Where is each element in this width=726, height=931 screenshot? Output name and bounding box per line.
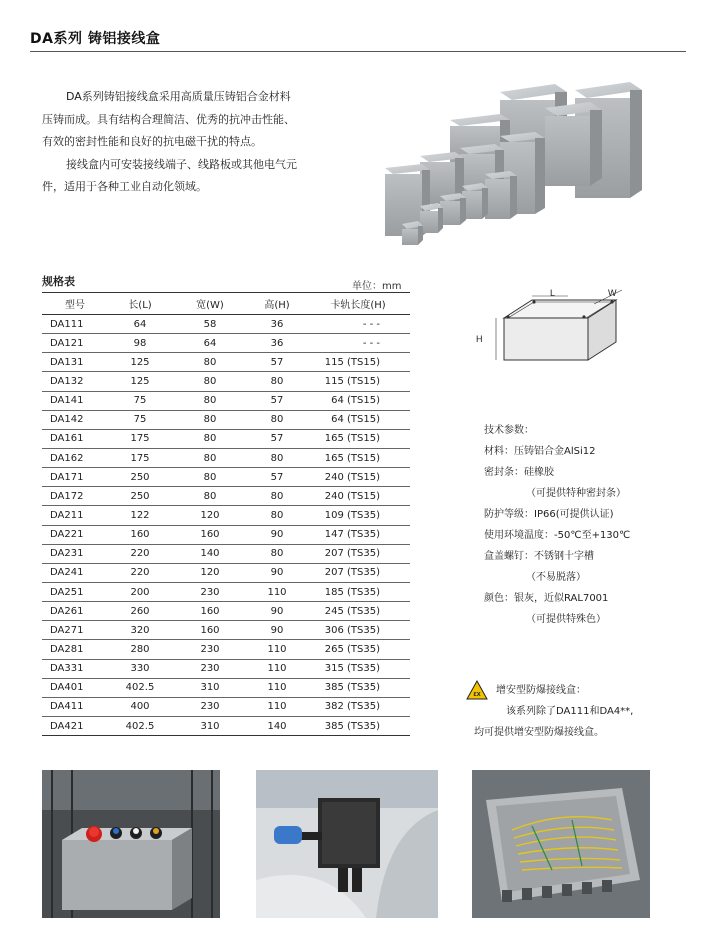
- cell-length: 125: [108, 353, 172, 372]
- param-line: （不易脱落）: [526, 572, 586, 583]
- cell-model: DA162: [42, 448, 108, 467]
- cell-model: DA221: [42, 525, 108, 544]
- cell-length: 250: [108, 487, 172, 506]
- table-row: [42, 678, 410, 697]
- intro-line: 有效的密封性能和良好的抗电磁干扰的特点。: [42, 135, 262, 148]
- cell-model: DA211: [42, 506, 108, 525]
- cell-length: 330: [108, 659, 172, 678]
- cell-length: 64: [108, 315, 172, 334]
- cell-length: 220: [108, 544, 172, 563]
- cell-height: 80: [248, 448, 306, 467]
- cell-height: 110: [248, 640, 306, 659]
- table-row: [42, 602, 410, 621]
- cell-length: 98: [108, 334, 172, 353]
- title-divider: [30, 51, 686, 52]
- cell-model: DA171: [42, 468, 108, 487]
- product-range-image: [380, 78, 680, 253]
- cell-rail-length: 385 (TS35): [306, 716, 410, 735]
- ex-explosion-proof-icon: [466, 680, 488, 700]
- cell-width: 160: [172, 602, 248, 621]
- col-header-rail-length: 卡轨长度(H): [306, 293, 410, 315]
- cell-height: 90: [248, 621, 306, 640]
- cell-length: 160: [108, 525, 172, 544]
- cell-width: 230: [172, 659, 248, 678]
- intro-paragraph-1: [42, 86, 342, 154]
- cell-length: 220: [108, 563, 172, 582]
- cell-model: DA251: [42, 582, 108, 601]
- cell-width: 230: [172, 640, 248, 659]
- cell-height: 90: [248, 563, 306, 582]
- cell-length: 125: [108, 372, 172, 391]
- table-row: [42, 334, 410, 353]
- cell-rail-length: 382 (TS35): [306, 697, 410, 716]
- param-line: 密封条：硅橡胶: [484, 467, 554, 478]
- cell-height: 110: [248, 582, 306, 601]
- cell-model: DA241: [42, 563, 108, 582]
- cell-rail-length: 306 (TS35): [306, 621, 410, 640]
- cell-height: 57: [248, 429, 306, 448]
- cell-width: 310: [172, 678, 248, 697]
- cell-height: 80: [248, 506, 306, 525]
- param-line: 盒盖螺钉：不锈钢十字槽: [484, 551, 594, 562]
- dimension-diagram: [470, 288, 640, 380]
- cell-rail-length: 109 (TS35): [306, 506, 410, 525]
- cell-rail-length: 165 (TS15): [306, 448, 410, 467]
- cell-width: 140: [172, 544, 248, 563]
- cell-length: 402.5: [108, 678, 172, 697]
- cell-width: 80: [172, 487, 248, 506]
- cell-length: 320: [108, 621, 172, 640]
- intro-text: [42, 86, 342, 199]
- table-row: [42, 659, 410, 678]
- cell-length: 400: [108, 697, 172, 716]
- params-title: 技术参数：: [484, 425, 534, 436]
- ex-note: [466, 680, 633, 743]
- label-l: L: [550, 288, 556, 298]
- ex-note-line-2: 均可提供增安型防爆接线盒。: [474, 727, 604, 738]
- intro-line: 接线盒内可安装接线端子、线路板或其他电气元: [66, 157, 297, 171]
- spec-table-title: 规格表: [42, 275, 75, 288]
- spec-table-body: [42, 315, 410, 736]
- col-header-model: 型号: [42, 293, 108, 315]
- cell-rail-length: 165 (TS15): [306, 429, 410, 448]
- unit-label: 单位：mm: [352, 281, 402, 292]
- table-row: [42, 525, 410, 544]
- cell-rail-length: 385 (TS35): [306, 678, 410, 697]
- param-line: 防护等级：IP66(可提供认证): [484, 509, 614, 520]
- cell-height: 57: [248, 468, 306, 487]
- svg-text:εx: εx: [473, 691, 481, 698]
- cell-width: 80: [172, 410, 248, 429]
- cell-rail-length: 240 (TS15): [306, 468, 410, 487]
- cell-height: 80: [248, 487, 306, 506]
- cell-width: 160: [172, 621, 248, 640]
- param-line: 材料：压铸铝合金AlSi12: [484, 446, 596, 457]
- param-line: （可提供特殊色）: [526, 614, 606, 625]
- cell-length: 280: [108, 640, 172, 659]
- cell-rail-length: 265 (TS35): [306, 640, 410, 659]
- cell-height: 90: [248, 525, 306, 544]
- intro-line: 件，适用于各种工业自动化领域。: [42, 180, 207, 193]
- cell-height: 110: [248, 697, 306, 716]
- cell-width: 80: [172, 448, 248, 467]
- col-header-width: 宽(W): [172, 293, 248, 315]
- label-w: W: [608, 288, 617, 298]
- cell-width: 64: [172, 334, 248, 353]
- cell-rail-length: 115 (TS15): [306, 353, 410, 372]
- intro-line: 压铸而成。具有结构合理简洁、优秀的抗冲击性能、: [42, 112, 295, 126]
- cell-height: 57: [248, 353, 306, 372]
- cell-model: DA131: [42, 353, 108, 372]
- cell-width: 230: [172, 582, 248, 601]
- cell-model: DA161: [42, 429, 108, 448]
- cell-model: DA132: [42, 372, 108, 391]
- table-row: [42, 487, 410, 506]
- table-row: [42, 716, 410, 735]
- cell-model: DA121: [42, 334, 108, 353]
- cell-width: 80: [172, 353, 248, 372]
- cell-length: 175: [108, 429, 172, 448]
- cell-model: DA411: [42, 697, 108, 716]
- cell-rail-length: 64 (TS15): [306, 410, 410, 429]
- cell-width: 310: [172, 716, 248, 735]
- table-row: [42, 391, 410, 410]
- application-photo-control-box: [42, 770, 220, 918]
- cell-height: 57: [248, 391, 306, 410]
- table-row: [42, 315, 410, 334]
- col-header-length: 长(L): [108, 293, 172, 315]
- cell-length: 75: [108, 391, 172, 410]
- ex-note-line-1: 该系列除了DA111和DA4**,: [506, 706, 634, 717]
- cell-rail-length: 207 (TS35): [306, 563, 410, 582]
- cell-height: 36: [248, 334, 306, 353]
- table-row: [42, 506, 410, 525]
- cell-rail-length: - - -: [306, 315, 410, 334]
- table-row: [42, 621, 410, 640]
- cell-model: DA281: [42, 640, 108, 659]
- table-row: [42, 697, 410, 716]
- cell-height: 80: [248, 372, 306, 391]
- params-list: [484, 441, 630, 630]
- cell-height: 80: [248, 410, 306, 429]
- cell-length: 250: [108, 468, 172, 487]
- param-line: 颜色：银灰，近似RAL7001: [484, 593, 609, 604]
- table-row: [42, 429, 410, 448]
- cell-width: 80: [172, 372, 248, 391]
- ex-note-title: 增安型防爆接线盒：: [496, 685, 586, 696]
- cell-height: 36: [248, 315, 306, 334]
- cell-length: 122: [108, 506, 172, 525]
- technical-parameters: [484, 420, 630, 630]
- cell-rail-length: 245 (TS35): [306, 602, 410, 621]
- cell-width: 58: [172, 315, 248, 334]
- cell-width: 230: [172, 697, 248, 716]
- cell-model: DA141: [42, 391, 108, 410]
- cell-height: 80: [248, 544, 306, 563]
- cell-model: DA401: [42, 678, 108, 697]
- table-row: [42, 640, 410, 659]
- spec-table-header-row: [42, 293, 410, 315]
- col-header-height: 高(H): [248, 293, 306, 315]
- cell-width: 160: [172, 525, 248, 544]
- application-photo-wiring-box: [472, 770, 650, 918]
- cell-model: DA421: [42, 716, 108, 735]
- intro-line: DA系列铸铝接线盒采用高质量压铸铝合金材料: [66, 90, 291, 103]
- cell-width: 80: [172, 391, 248, 410]
- label-h: H: [476, 334, 483, 344]
- intro-paragraph-2: [42, 154, 342, 199]
- table-row: [42, 410, 410, 429]
- cell-width: 120: [172, 506, 248, 525]
- cell-rail-length: 240 (TS15): [306, 487, 410, 506]
- cell-rail-length: 185 (TS35): [306, 582, 410, 601]
- cell-length: 175: [108, 448, 172, 467]
- cell-width: 80: [172, 468, 248, 487]
- page-title: DA系列 铸铝接线盒: [30, 31, 161, 47]
- table-row: [42, 544, 410, 563]
- cell-height: 110: [248, 659, 306, 678]
- table-row: [42, 468, 410, 487]
- cell-model: DA172: [42, 487, 108, 506]
- application-photo-pipe-box: [256, 770, 438, 918]
- table-row: [42, 582, 410, 601]
- cell-height: 110: [248, 678, 306, 697]
- cell-model: DA231: [42, 544, 108, 563]
- cell-width: 120: [172, 563, 248, 582]
- cell-rail-length: - - -: [306, 334, 410, 353]
- cell-height: 90: [248, 602, 306, 621]
- cell-width: 80: [172, 429, 248, 448]
- cell-length: 260: [108, 602, 172, 621]
- cell-model: DA111: [42, 315, 108, 334]
- cell-rail-length: 64 (TS15): [306, 391, 410, 410]
- param-line: （可提供特种密封条）: [526, 488, 626, 499]
- table-row: [42, 372, 410, 391]
- cell-length: 402.5: [108, 716, 172, 735]
- spec-table: [42, 292, 410, 736]
- table-row: [42, 563, 410, 582]
- cell-rail-length: 315 (TS35): [306, 659, 410, 678]
- cell-length: 200: [108, 582, 172, 601]
- cell-height: 140: [248, 716, 306, 735]
- cell-model: DA271: [42, 621, 108, 640]
- cell-model: DA142: [42, 410, 108, 429]
- box-outline-drawing: [504, 300, 616, 360]
- table-row: [42, 353, 410, 372]
- cell-length: 75: [108, 410, 172, 429]
- cell-rail-length: 207 (TS35): [306, 544, 410, 563]
- param-line: 使用环境温度：-50℃至+130℃: [484, 530, 631, 541]
- cell-model: DA331: [42, 659, 108, 678]
- cell-model: DA261: [42, 602, 108, 621]
- cell-rail-length: 115 (TS15): [306, 372, 410, 391]
- cell-rail-length: 147 (TS35): [306, 525, 410, 544]
- table-row: [42, 448, 410, 467]
